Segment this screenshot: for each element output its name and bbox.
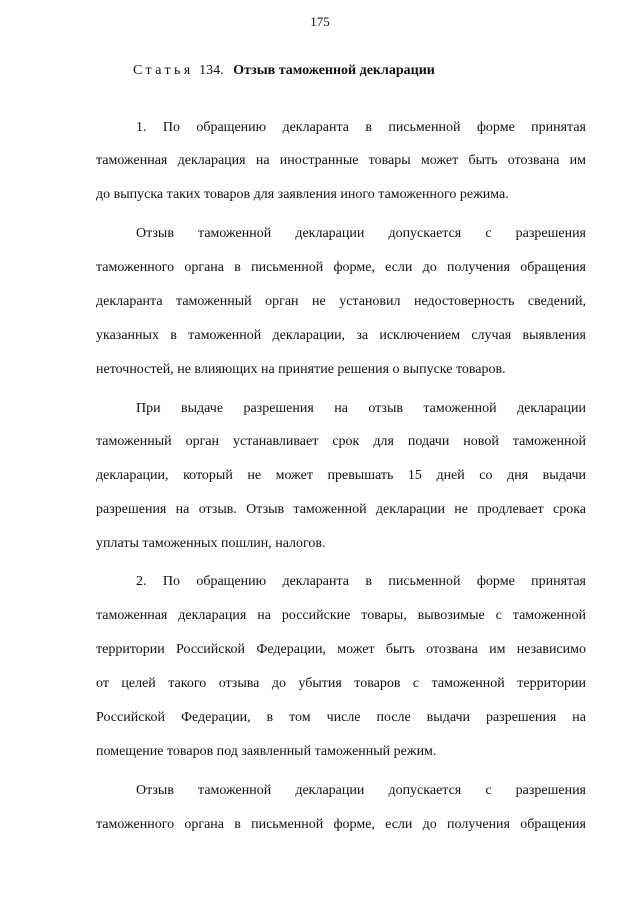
article-heading [133,62,435,80]
article-label: Статья [133,63,194,78]
text-line: Российской Федерации, в том числе после выдачи разрешения на [96,710,586,725]
text-line: указанных в таможенной декларации, за исключением случая выявления [96,328,586,343]
text-line: декларанта таможенный орган не установил недостоверность сведений, [96,294,586,309]
text-line: помещение товаров под заявленный таможенный режим. [96,744,437,759]
text-line: таможенная декларация на российские товары, вывозимые с таможенной [96,608,586,623]
text-line: уплаты таможенных пошлин, налогов. [96,536,326,551]
text-line: неточностей, не влияющих на принятие решения о выпуске товаров. [96,362,506,377]
text-line: Отзыв таможенной декларации допускается с разрешения [136,783,586,798]
text-line: таможенная декларация на иностранные товары может быть отозвана им [96,153,586,168]
text-line: до выпуска таких товаров для заявления иного таможенного режима. [96,187,509,202]
text-line: декларации, который не может превышать 15 дней со дня выдачи [96,468,586,483]
text-line: 2. По обращению декларанта в письменной форме принятая [136,574,586,589]
text-line: разрешения на отзыв. Отзыв таможенной декларации не продлевает срока [96,502,586,517]
article-title: Отзыв таможенной декларации [233,63,435,78]
text-line: Отзыв таможенной декларации допускается с разрешения [136,226,586,241]
text-line: от целей такого отзыва до убытия товаров с таможенной территории [96,676,586,691]
text-line: При выдаче разрешения на отзыв таможенной декларации [136,401,586,416]
text-line: территории Российской Федерации, может быть отозвана им независимо [96,642,586,657]
text-line: таможенного органа в письменной форме, если до получения обращения [96,260,586,275]
text-line: 1. По обращению декларанта в письменной форме принятая [136,120,586,135]
text-line: таможенного органа в письменной форме, если до получения обращения [96,817,586,832]
page-number: 175 [310,14,330,29]
article-number: 134. [199,63,224,78]
text-line: таможенный орган устанавливает срок для подачи новой таможенной [96,434,586,449]
